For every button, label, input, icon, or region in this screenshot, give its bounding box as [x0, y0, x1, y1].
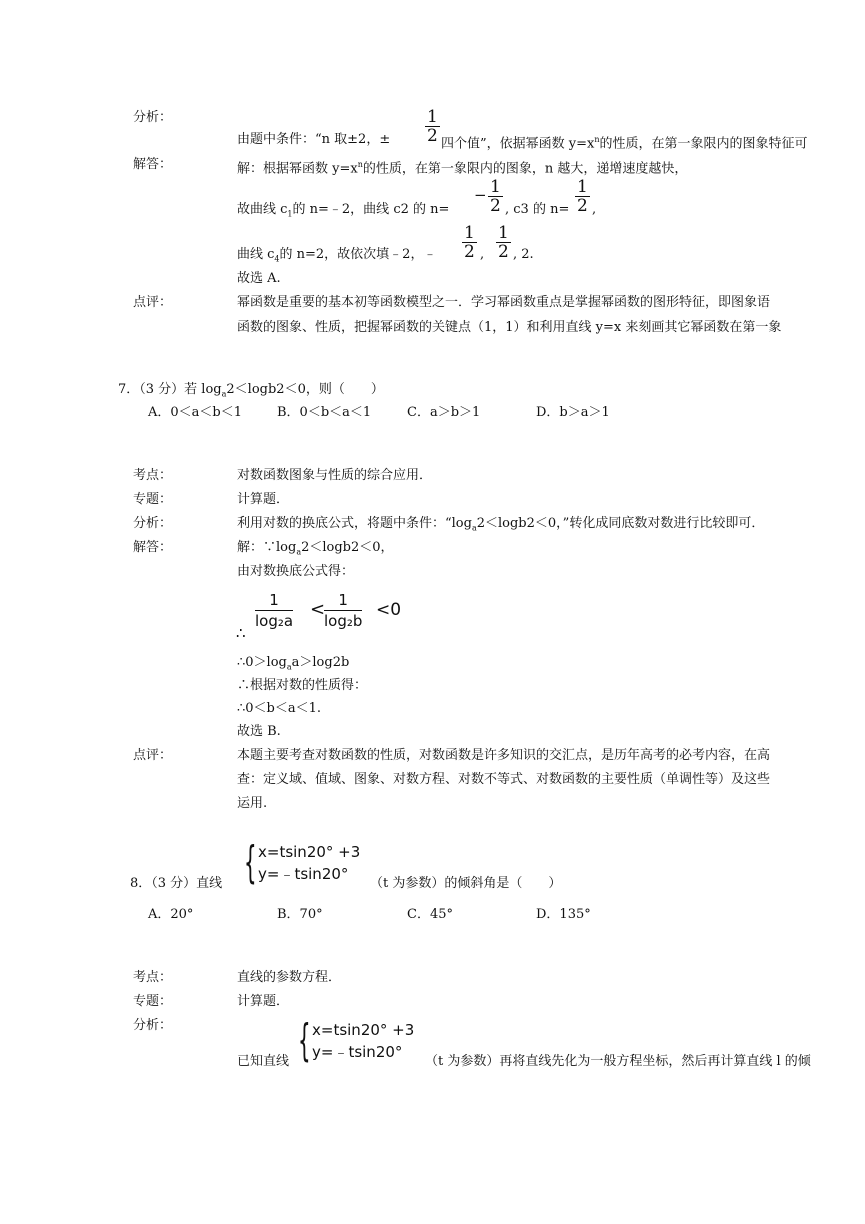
analysis-text: 由题中条件：“n 取±2，± — [237, 132, 391, 147]
analysis-label: 分析： — [133, 110, 173, 125]
solution-line: $\therefore 0>\log_aa>\log 2b$ — [237, 655, 350, 672]
analysis-label: 分析： — [133, 1018, 173, 1033]
question-stem-cont: （t 为参数）的倾斜角是（ ） — [370, 876, 562, 891]
solution-line: 曲线 $c_4$的 n=2，故依次填﹣2，﹣ — [237, 247, 437, 264]
solution-label: 解答： — [133, 157, 173, 172]
option-b: B．70° — [277, 907, 323, 922]
analysis-text-cont: （t 为参数）再将直线先化为一般方程坐标，然后再计算直线 l 的倾 — [425, 1054, 811, 1069]
fraction-half: $\frac{1}{2}$ — [498, 223, 509, 262]
comma: , — [480, 247, 485, 262]
parametric-system: x=tsin20° +3 y=﹣tsin20° — [258, 843, 361, 883]
solution-line: 解：根据幂函数 $y=x^n$的性质，在第一象限内的图象，n 越大，递增速度越快， — [237, 160, 688, 177]
comma: , — [592, 202, 597, 217]
option-a: A．20° — [148, 907, 194, 922]
option-d: D．b＞a＞1 — [536, 405, 610, 420]
zhuanti-label: 专题： — [133, 492, 173, 507]
analysis-label: 分析： — [133, 516, 173, 531]
option-d: D．135° — [536, 907, 591, 922]
comment-line: 查：定义域、值域、图象、对数方程、对数不等式、对数函数的主要性质（单调性等）及这些 — [237, 772, 771, 787]
less-than-zero: <0 — [376, 600, 402, 620]
option-c: C．45° — [407, 907, 453, 922]
therefore-symbol: ∴ — [236, 624, 246, 642]
option-a: A．0＜a＜b＜1 — [148, 405, 243, 420]
fraction-1-over-log2a: $\frac{1}{\text{log₂a}}$ — [255, 591, 294, 630]
option-b: B．0＜b＜a＜1 — [277, 405, 372, 420]
solution-line: 故选 A. — [237, 271, 281, 286]
solution-line-end: , 2. — [513, 247, 534, 262]
solution-line: 故曲线 $c_1$的 n=﹣2，曲线 c2 的 n= — [237, 202, 450, 219]
analysis-text-cont: 四个值”，依据幂函数 $y=x^n$的性质，在第一象限内的图象特征可 — [441, 135, 808, 152]
solution-line: 由对数换底公式得： — [237, 564, 355, 579]
minus-sign: − — [474, 186, 487, 204]
kaodian-label: 考点： — [133, 468, 173, 483]
comment-line: 幂函数是重要的基本初等函数模型之一．学习幂函数重点是掌握幂函数的图形特征，即图象语 — [237, 295, 771, 310]
solution-line: ∴0＜b＜a＜1. — [237, 701, 322, 716]
question-stem: 8．（3 分）直线 — [130, 876, 223, 891]
less-than: < — [310, 599, 326, 620]
zhuanti-label: 专题： — [133, 994, 173, 1009]
comment-line: 运用. — [237, 796, 268, 811]
zhuanti-text: 计算题． — [237, 994, 290, 1009]
option-c: C．a＞b＞1 — [407, 405, 481, 420]
kaodian-text: 对数函数图象与性质的综合应用． — [237, 468, 433, 483]
kaodian-text: 直线的参数方程． — [237, 970, 342, 985]
comment-label: 点评： — [133, 295, 173, 310]
zhuanti-text: 计算题． — [237, 492, 290, 507]
parametric-system: x=tsin20° +3 y=﹣tsin20° — [312, 1021, 415, 1061]
comment-label: 点评： — [133, 748, 173, 763]
solution-line-cont: , c3 的 n= — [505, 202, 570, 217]
comment-line: 本题主要考查对数函数的性质，对数函数是许多知识的交汇点，是历年高考的必考内容，在高 — [237, 748, 771, 763]
comment-line: 函数的图象、性质，把握幂函数的关键点（1，1）和利用直线 y=x 来刻画其它幂函数在第一象 — [237, 320, 782, 335]
fraction-half: $\frac{1}{2}$ — [577, 177, 588, 216]
solution-label: 解答： — [133, 540, 173, 555]
solution-line: 解：$\because\log_a2<\log b2<0$， — [237, 540, 394, 557]
fraction-half: $\frac{1}{2}$ — [490, 177, 501, 216]
solution-line: 故选 B. — [237, 724, 281, 739]
kaodian-label: 考点： — [133, 970, 173, 985]
brace-icon: { — [244, 837, 257, 888]
fraction-half: $\frac{1}{2}$ — [464, 223, 475, 262]
fraction-half: $\frac{1}{2}$ — [427, 107, 438, 146]
fraction-1-over-log2b: $\frac{1}{\text{log₂b}}$ — [324, 591, 363, 630]
analysis-text: 已知直线 — [237, 1054, 290, 1069]
brace-icon: { — [298, 1015, 311, 1066]
analysis-text: 利用对数的换底公式，将题中条件：“$\log_a2<\log b2<0$，”转化成同底数对数进行比较即可． — [237, 516, 765, 533]
question-stem: 7．（3 分）若 $\log_a2<\log b2<0$，则（ ） — [118, 382, 384, 399]
solution-line: ∴根据对数的性质得： — [237, 678, 368, 693]
